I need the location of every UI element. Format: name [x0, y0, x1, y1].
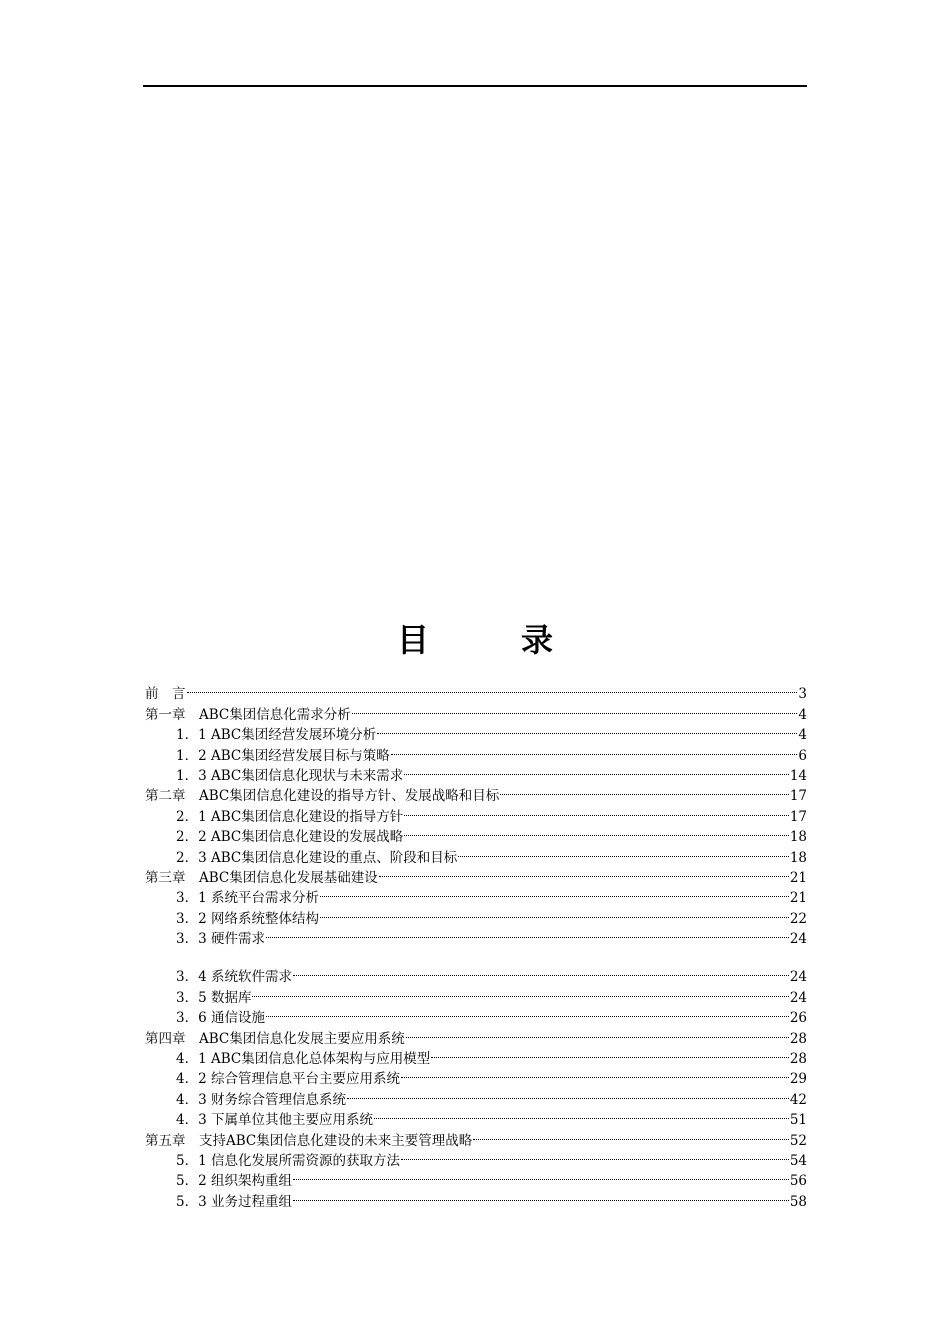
- toc-entry-title: 5．1 信息化发展所需资源的获取方法: [176, 1152, 400, 1169]
- toc-dot-leader: [265, 1002, 790, 1022]
- toc-entry-page-number: 17: [789, 808, 807, 825]
- toc-entry-title: 2．3 ABC集团信息化建设的重点、阶段和目标: [176, 849, 458, 866]
- toc-entry-title: 4．3 财务综合管理信息系统: [176, 1091, 346, 1108]
- toc-entry-page-number: 26: [789, 1010, 807, 1027]
- toc-entry-page-number: 21: [789, 869, 807, 886]
- toc-entry-title: 3．2 网络系统整体结构: [176, 910, 319, 927]
- toc-entry-page-number: 22: [789, 910, 807, 927]
- toc-dot-leader: [346, 1083, 790, 1103]
- toc-entry[interactable]: [145, 961, 807, 986]
- table-of-contents: [145, 678, 807, 1210]
- page-title: 目 录: [396, 621, 583, 659]
- toc-entry-page-number: 51: [789, 1112, 807, 1129]
- toc-entry-title: 1．2 ABC集团经营发展目标与策略: [176, 747, 390, 764]
- toc-entry-page-number: 4: [798, 706, 807, 723]
- toc-entry-title: 2．1 ABC集团信息化建设的指导方针: [176, 808, 404, 825]
- toc-entry-title: 2．2 ABC集团信息化建设的发展战略: [176, 829, 404, 846]
- toc-entry-page-number: 18: [789, 829, 807, 846]
- toc-entry-page-number: 21: [789, 890, 807, 907]
- toc-entry-title: 3．1 系统平台需求分析: [176, 890, 319, 907]
- toc-dot-leader: [400, 1063, 790, 1083]
- toc-entry-title: 1．3 ABC集团信息化现状与未来需求: [176, 767, 404, 784]
- toc-entry[interactable]: [145, 698, 807, 723]
- toc-dot-leader: [499, 780, 790, 800]
- toc-entry-page-number: 18: [789, 849, 807, 866]
- toc-entry-page-number: 52: [789, 1132, 807, 1149]
- header-rule: [143, 85, 807, 87]
- toc-dot-leader: [378, 862, 790, 882]
- toc-entry-page-number: 14: [789, 767, 807, 784]
- toc-dot-leader: [457, 841, 790, 861]
- toc-entry-title: 第二章 ABC集团信息化建设的指导方针、发展战略和目标: [145, 788, 500, 805]
- toc-entry-page-number: 24: [789, 969, 807, 986]
- toc-entry-title: 4．3 下属单位其他主要应用系统: [176, 1112, 373, 1129]
- toc-dot-leader: [405, 1022, 790, 1042]
- toc-dot-leader: [403, 821, 790, 841]
- toc-entry-title: 3．4 系统软件需求: [176, 969, 292, 986]
- toc-entry-page-number: 56: [789, 1173, 807, 1190]
- toc-dot-leader: [390, 739, 799, 759]
- toc-entry-page-number: 58: [789, 1193, 807, 1210]
- toc-entry-title: 5．3 业务过程重组: [176, 1193, 292, 1210]
- toc-entry-title: 第五章 支持ABC集团信息化建设的未来主要管理战略: [145, 1132, 473, 1149]
- toc-entry-title: 3．5 数据库: [176, 989, 252, 1006]
- toc-dot-leader: [319, 902, 790, 922]
- toc-entry-page-number: 3: [798, 686, 807, 703]
- toc-entry-page-number: 24: [789, 989, 807, 1006]
- toc-entry-page-number: 4: [798, 727, 807, 744]
- toc-entry-page-number: 54: [789, 1152, 807, 1169]
- toc-dot-leader: [430, 1043, 790, 1063]
- toc-entry-page-number: 24: [789, 931, 807, 948]
- toc-dot-leader: [251, 981, 789, 1001]
- toc-entry-page-number: 42: [789, 1091, 807, 1108]
- toc-dot-leader: [186, 678, 799, 698]
- toc-dot-leader: [292, 1165, 790, 1185]
- toc-dot-leader: [265, 923, 790, 943]
- toc-entry-title: 第四章 ABC集团信息化发展主要应用系统: [145, 1030, 405, 1047]
- toc-dot-leader: [472, 1124, 790, 1144]
- toc-entry-page-number: 28: [789, 1030, 807, 1047]
- toc-entry-page-number: 6: [798, 747, 807, 764]
- toc-entry-title: 前 言: [145, 686, 186, 703]
- toc-dot-leader: [400, 1145, 790, 1165]
- toc-entry-title: 4．2 综合管理信息平台主要应用系统: [176, 1071, 400, 1088]
- toc-dot-leader: [373, 1104, 790, 1124]
- toc-entry-title: 第一章 ABC集团信息化需求分析: [145, 706, 351, 723]
- toc-dot-leader: [319, 882, 790, 902]
- toc-entry-title: 第三章 ABC集团信息化发展基础建设: [145, 869, 378, 886]
- toc-entry-title: 3．6 通信设施: [176, 1010, 265, 1027]
- toc-entry-title: 5．2 组织架构重组: [176, 1173, 292, 1190]
- toc-entry[interactable]: [145, 678, 807, 703]
- toc-dot-leader: [351, 698, 799, 718]
- toc-entry-page-number: 17: [789, 788, 807, 805]
- toc-entry-title: 3．3 硬件需求: [176, 931, 265, 948]
- toc-dot-leader: [376, 719, 798, 739]
- toc-dot-leader: [403, 760, 790, 780]
- toc-entry-page-number: 29: [789, 1071, 807, 1088]
- toc-entry-title: 1．1 ABC集团经营发展环境分析: [176, 727, 377, 744]
- toc-dot-leader: [403, 800, 790, 820]
- toc-entry-title: 4．1 ABC集团信息化总体架构与应用模型: [176, 1051, 431, 1068]
- toc-dot-leader: [292, 1185, 790, 1205]
- toc-entry-page-number: 28: [789, 1051, 807, 1068]
- toc-dot-leader: [292, 961, 790, 981]
